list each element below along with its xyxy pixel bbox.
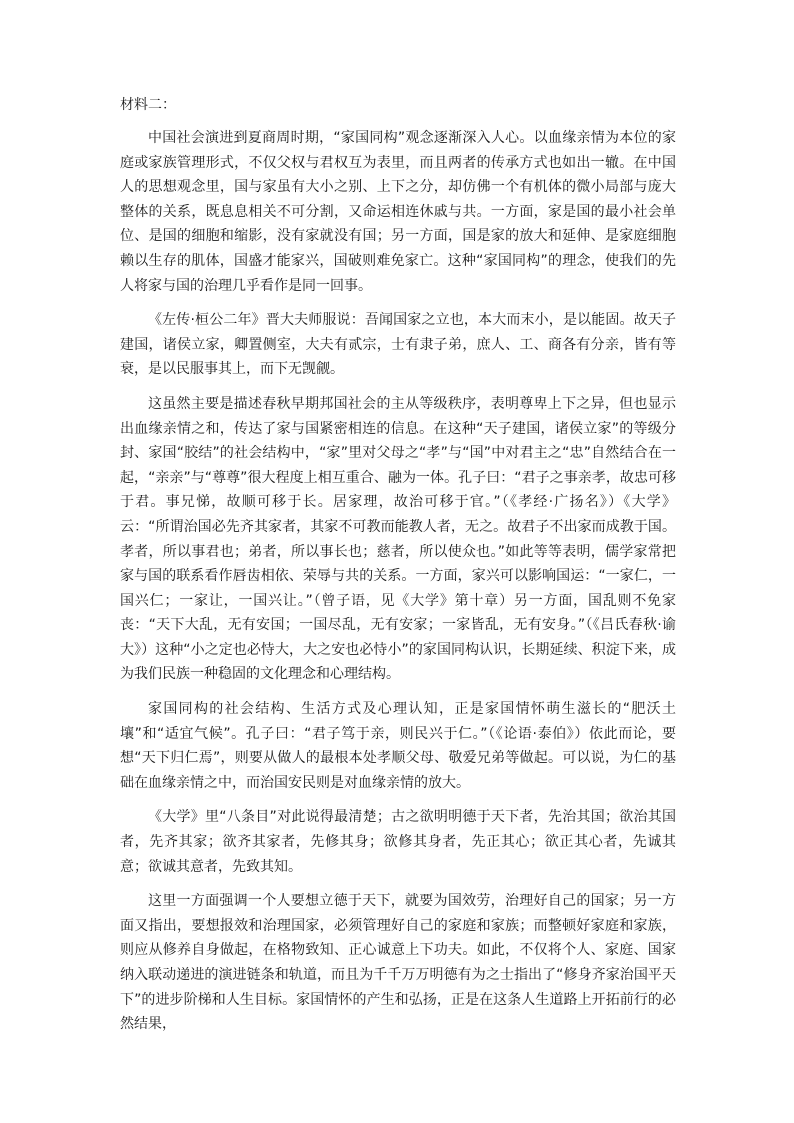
- paragraph-4: 家国同构的社会结构、生活方式及心理认知，正是家国情怀萌生滋长的“肥沃土壤”和“适宜气候”。孔子曰：“君子笃于亲，则民兴于仁。”（《论语·泰伯》）依此而论，要想“天下归仁焉”，则要从做人的最根本处孝顺父母、敬爱兄弟等做起。可以说，为仁的基础在血缘亲情之中，而治国安民则是对血缘亲情的放大。: [120, 701, 676, 791]
- paragraph-3: 这虽然主要是描述春秋早期邦国社会的主从等级秩序，表明尊卑上下之异，但也显示出血缘亲情之和，传达了家与国紧密相连的信息。在这种“天子建国，诸侯立家”的等级分封、家国“胶结”的社会结构中，“家”里对父母之“孝”与“国”中对君主之“忠”自然结合在一起，“亲亲”与“尊尊”很大程度上相互重合、融为一体。孔子曰：“君子之事亲孝，故忠可移于君。事兄悌，故顺可移于长。居家理，故治可移于官。”（《孝经·广扬名》）《大学》云：“所谓治国必先齐其家者，其家不可教而能教人者，无之。故君子不出家而成教于国。孝者，所以事君也；弟者，所以事长也；慈者，所以使众也。”如此等等表明，儒学家常把家与国的联系看作唇齿相依、荣辱与共的关系。一方面，家兴可以影响国运：“一家仁，一国兴仁；一家让，一国兴让。”（曾子语，见《大学》第十章）另一方面，国乱则不免家丧：“天下大乱，无有安国；一国尽乱，无有安家；一家皆乱，无有安身。”（《吕氏春秋·谕大》）这种“小之定也必恃大，大之安也必恃小”的家国同构认识，长期延续、积淀下来，成为我们民族一种稳固的文化理念和心理结构。: [120, 395, 676, 683]
- section-heading: 材料二：: [120, 97, 176, 113]
- document-page: [120, 94, 676, 1047]
- paragraph-6: 这里一方面强调一个人要想立德于天下，就要为国效劳，治理好自己的国家；另一方面又指出，要想报效和治理国家，必须管理好自己的家庭和家族；而整顿好家庭和家族，则应从修养自身做起，在格物致知、正心诚意上下功夫。如此，不仅将个人、家庭、国家纳入联动递进的演进链条和轨道，而且为千千万万明德有为之士指出了“修身齐家治国平天下”的进步阶梯和人生目标。家国情怀的产生和弘扬，正是在这条人生道路上开拓前行的必然结果，: [120, 893, 676, 1033]
- paragraph-2: 《左传·桓公二年》晋大夫师服说：吾闻国家之立也，本大而末小，是以能固。故天子建国，诸侯立家，卿置侧室，大夫有贰宗，士有隶子弟，庶人、工、商各有分亲，皆有等衰，是以民服事其上，而下无觊觎。: [120, 312, 676, 378]
- paragraph-5: 《大学》里“八条目”对此说得最清楚；古之欲明明德于天下者，先治其国；欲治其国者，先齐其家；欲齐其家者，先修其身；欲修其身者，先正其心；欲正其心者，先诚其意；欲诚其意者，先致其知。: [120, 809, 676, 875]
- paragraph-1: 中国社会演进到夏商周时期，“家国同构”观念逐渐深入人心。以血缘亲情为本位的家庭或家族管理形式，不仅父权与君权互为表里，而且两者的传承方式也如出一辙。在中国人的思想观念里，国与家虽有大小之别、上下之分，却仿佛一个有机体的微小局部与庞大整体的关系，既息息相关不可分割，又命运相连休戚与共。一方面，家是国的最小社会单位、是国的细胞和缩影，没有家就没有国；另一方面，国是家的放大和延伸、是家庭细胞赖以生存的肌体，国盛才能家兴，国破则难免家亡。这种“家国同构”的理念，使我们的先人将家与国的治理几乎看作是同一回事。: [120, 130, 676, 294]
